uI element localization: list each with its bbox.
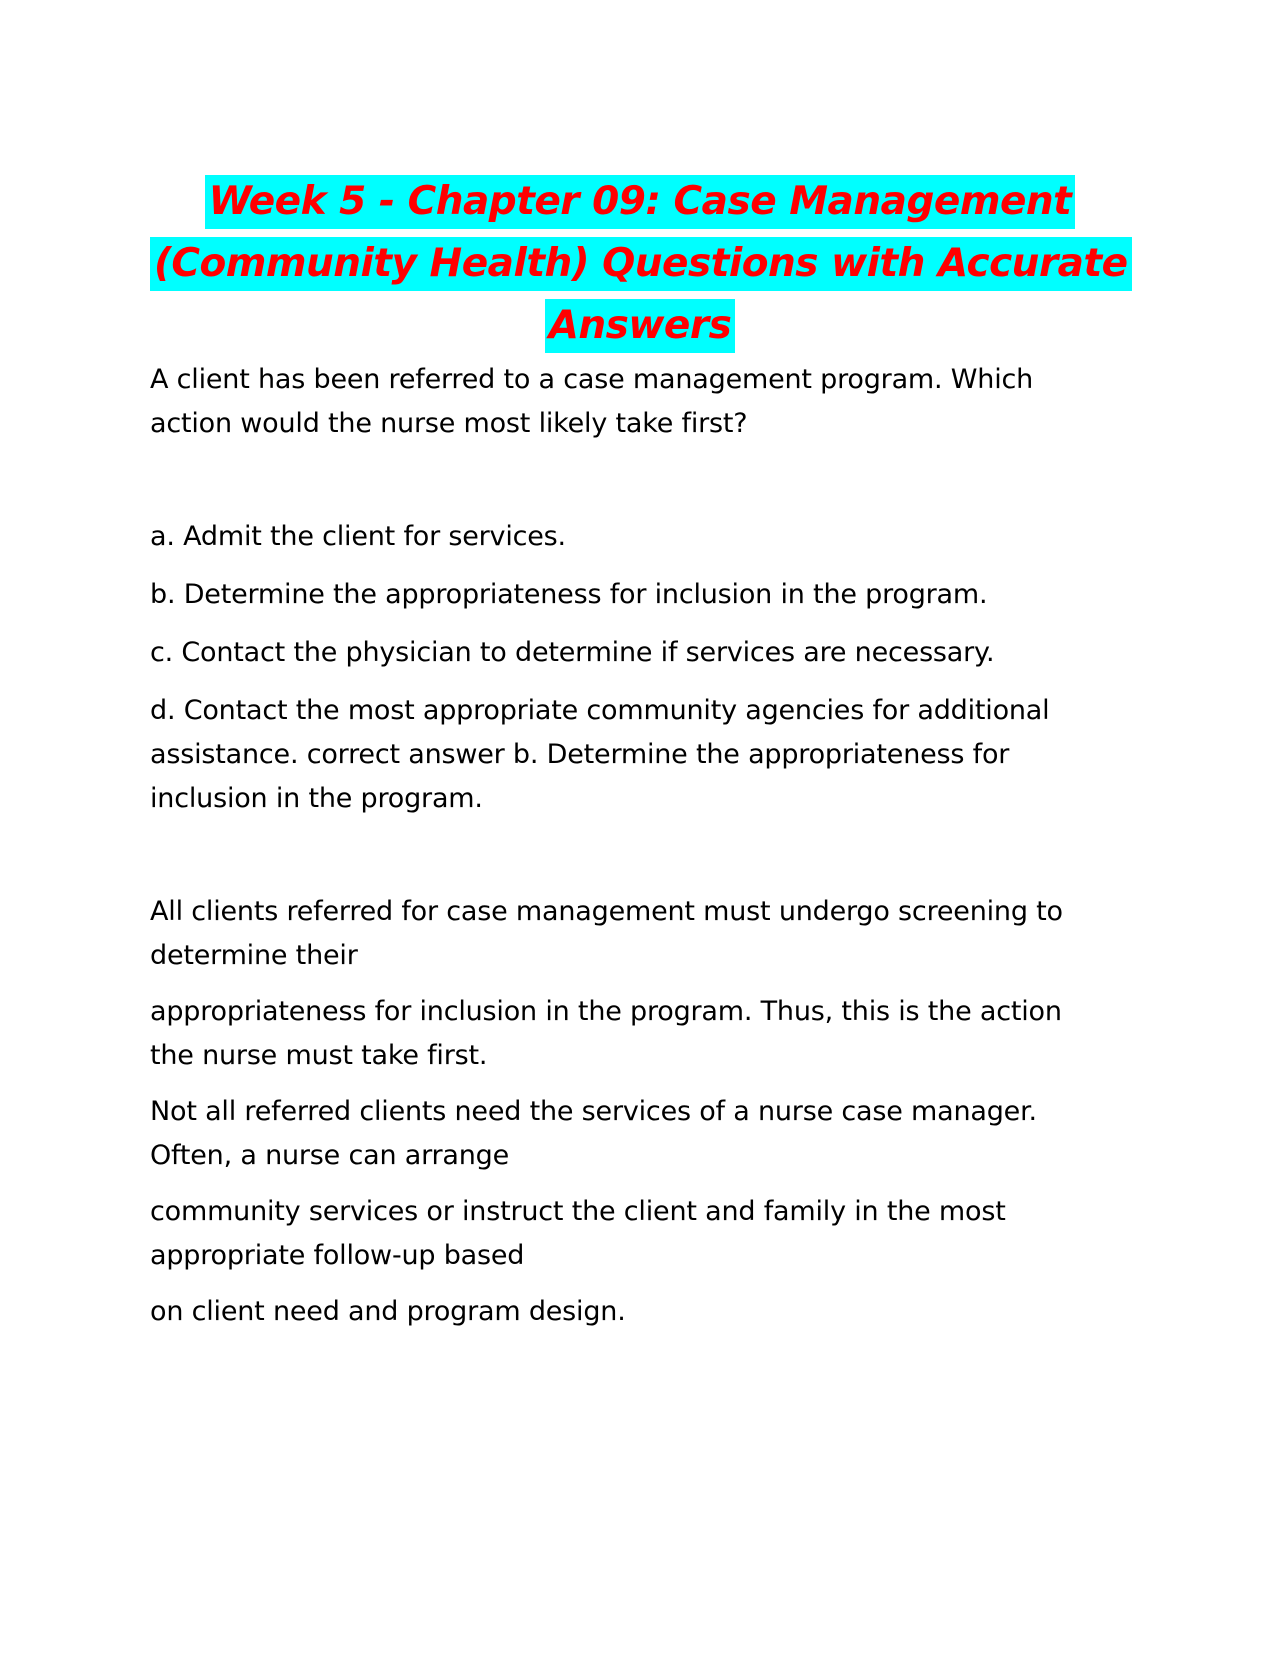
option-c: c. Contact the physician to determine if services are necessary. <box>150 637 995 668</box>
rationale-paragraph-1: All clients referred for case management must undergo screening to determine their <box>150 896 1063 971</box>
question-text: A client has been referred to a case management program. Which action would the nurse most likely take first? <box>150 364 1034 439</box>
rationale-paragraph-3: Not all referred clients need the services of a nurse case manager. Often, a nurse can arrange <box>150 1096 1037 1171</box>
title-line-1: Week 5 - Chapter 09: Case Management <box>205 175 1076 229</box>
title-line-3: Answers <box>545 299 736 353</box>
rationale-paragraph-2: appropriateness for inclusion in the program. Thus, this is the action the nurse must take first. <box>150 996 1062 1071</box>
document-title <box>150 175 1130 361</box>
title-line-2: (Community Health) Questions with Accurate <box>150 237 1132 291</box>
rationale-paragraph-5: on client need and program design. <box>150 1296 626 1327</box>
option-b: b. Determine the appropriateness for inclusion in the program. <box>150 579 988 610</box>
option-a: a. Admit the client for services. <box>150 521 566 552</box>
option-d-with-answer: d. Contact the most appropriate community agencies for additional assistance. correct answer b. Determine the appropriateness for inclusion in the program. <box>150 695 1050 814</box>
rationale-paragraph-4: community services or instruct the client and family in the most appropriate follow-up based <box>150 1196 1006 1271</box>
